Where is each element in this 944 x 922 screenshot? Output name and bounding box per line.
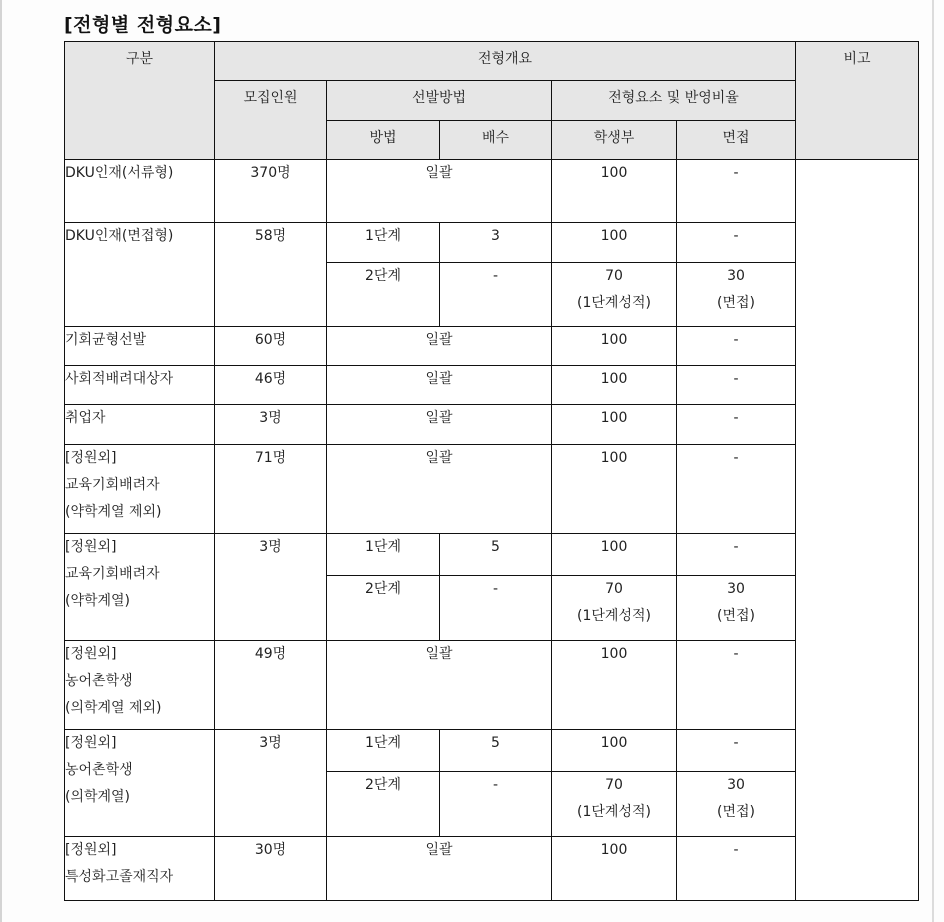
- stage-method-cell: 1단계: [327, 730, 440, 772]
- category-text: 취업자: [65, 410, 106, 426]
- interview-cell: -: [677, 641, 796, 730]
- category-line: 농어촌학생: [65, 673, 133, 689]
- category-line: (약학계열): [65, 593, 131, 609]
- school-record-cell: 100: [552, 366, 677, 405]
- count-cell: 58명: [215, 223, 327, 327]
- category-cell: [65, 534, 215, 641]
- header-remarks: 비고: [796, 42, 919, 160]
- school-record-cell: 100: [552, 327, 677, 366]
- category-cell: [65, 160, 215, 223]
- score-note: (1단계성적): [577, 608, 651, 624]
- count-cell: 46명: [215, 366, 327, 405]
- category-line: (약학계열 제외): [65, 504, 162, 520]
- table-row: [65, 366, 919, 405]
- method-cell: 일괄: [327, 327, 552, 366]
- interview-cell: -: [677, 730, 796, 772]
- category-cell: [65, 223, 215, 327]
- header-method: 방법: [327, 121, 440, 160]
- header-overview: 전형개요: [215, 42, 796, 81]
- score-value: 30: [727, 581, 745, 597]
- header-school-record: 학생부: [552, 121, 677, 160]
- count-cell: 3명: [215, 534, 327, 641]
- page-left-edge: [0, 0, 2, 922]
- category-cell: [65, 641, 215, 730]
- school-record-cell: 100: [552, 223, 677, 263]
- category-line: 특성화고졸재직자: [65, 869, 174, 885]
- count-cell: 71명: [215, 445, 327, 534]
- school-record-cell: 100: [552, 641, 677, 730]
- category-line: [정원외]: [65, 450, 117, 466]
- header-recruit-count: 모집인원: [215, 81, 327, 160]
- category-text: DKU인재(면접형): [65, 228, 174, 244]
- interview-cell: -: [677, 160, 796, 223]
- multiplier-cell: -: [440, 772, 552, 837]
- method-cell: 일괄: [327, 160, 552, 223]
- stage-method-cell: 1단계: [327, 534, 440, 576]
- school-record-cell: 100: [552, 534, 677, 576]
- score-value: 30: [727, 777, 745, 793]
- category-text: 기회균형선발: [65, 332, 147, 348]
- header-elements-ratio: 전형요소 및 반영비율: [552, 81, 796, 121]
- table-row: [65, 160, 919, 223]
- school-record-cell: [552, 772, 677, 837]
- count-cell: 3명: [215, 405, 327, 445]
- category-line: [정원외]: [65, 539, 117, 555]
- school-record-cell: 100: [552, 837, 677, 901]
- score-note: (면접): [717, 295, 755, 311]
- school-record-cell: 100: [552, 405, 677, 445]
- multiplier-cell: 3: [440, 223, 552, 263]
- table-row: [65, 730, 919, 772]
- table-row: [65, 405, 919, 445]
- count-cell: 370명: [215, 160, 327, 223]
- count-cell: 30명: [215, 837, 327, 901]
- table-row: [65, 534, 919, 576]
- method-cell: 일괄: [327, 405, 552, 445]
- interview-cell: -: [677, 405, 796, 445]
- category-line: 교육기회배려자: [65, 477, 160, 493]
- score-note: (면접): [717, 608, 755, 624]
- count-cell: 49명: [215, 641, 327, 730]
- score-value: 70: [605, 777, 623, 793]
- header-selection-method: 선발방법: [327, 81, 552, 121]
- category-line: [정원외]: [65, 735, 117, 751]
- category-cell: [65, 366, 215, 405]
- category-line: (의학계열): [65, 789, 131, 805]
- method-cell: 일괄: [327, 366, 552, 405]
- count-cell: 60명: [215, 327, 327, 366]
- header-multiplier: 배수: [440, 121, 552, 160]
- section-title: [전형별 전형요소]: [64, 14, 222, 36]
- category-line: 농어촌학생: [65, 762, 133, 778]
- table-row: [65, 223, 919, 263]
- category-cell: [65, 405, 215, 445]
- interview-cell: [677, 576, 796, 641]
- school-record-cell: [552, 263, 677, 327]
- stage-method-cell: 2단계: [327, 263, 440, 327]
- category-line: [정원외]: [65, 646, 117, 662]
- interview-cell: -: [677, 445, 796, 534]
- count-cell: 3명: [215, 730, 327, 837]
- method-cell: 일괄: [327, 445, 552, 534]
- interview-cell: -: [677, 534, 796, 576]
- table-row: [65, 837, 919, 901]
- interview-cell: -: [677, 366, 796, 405]
- category-text: 사회적배려대상자: [65, 371, 174, 387]
- page-right-edge: [932, 0, 934, 922]
- method-cell: 일괄: [327, 641, 552, 730]
- score-note: (면접): [717, 804, 755, 820]
- multiplier-cell: 5: [440, 730, 552, 772]
- score-value: 70: [605, 268, 623, 284]
- interview-cell: [677, 772, 796, 837]
- category-cell: [65, 837, 215, 901]
- score-value: 70: [605, 581, 623, 597]
- category-cell: [65, 327, 215, 366]
- school-record-cell: 100: [552, 160, 677, 223]
- category-line: [정원외]: [65, 842, 117, 858]
- score-note: (1단계성적): [577, 295, 651, 311]
- interview-cell: [677, 263, 796, 327]
- category-cell: [65, 730, 215, 837]
- header-category: 구분: [65, 42, 215, 160]
- interview-cell: -: [677, 223, 796, 263]
- interview-cell: -: [677, 837, 796, 901]
- table-row: [65, 641, 919, 730]
- header-interview: 면접: [677, 121, 796, 160]
- table-row: [65, 445, 919, 534]
- multiplier-cell: -: [440, 263, 552, 327]
- school-record-cell: 100: [552, 730, 677, 772]
- stage-method-cell: 2단계: [327, 772, 440, 837]
- remarks-cell: [796, 160, 919, 901]
- method-cell: 일괄: [327, 837, 552, 901]
- category-line: (의학계열 제외): [65, 700, 162, 716]
- category-text: DKU인재(서류형): [65, 165, 174, 181]
- stage-method-cell: 1단계: [327, 223, 440, 263]
- score-value: 30: [727, 268, 745, 284]
- school-record-cell: [552, 576, 677, 641]
- category-cell: [65, 445, 215, 534]
- score-note: (1단계성적): [577, 804, 651, 820]
- table-row: [65, 327, 919, 366]
- multiplier-cell: 5: [440, 534, 552, 576]
- stage-method-cell: 2단계: [327, 576, 440, 641]
- admission-elements-table: [64, 41, 919, 901]
- school-record-cell: 100: [552, 445, 677, 534]
- interview-cell: -: [677, 327, 796, 366]
- category-line: 교육기회배려자: [65, 566, 160, 582]
- multiplier-cell: -: [440, 576, 552, 641]
